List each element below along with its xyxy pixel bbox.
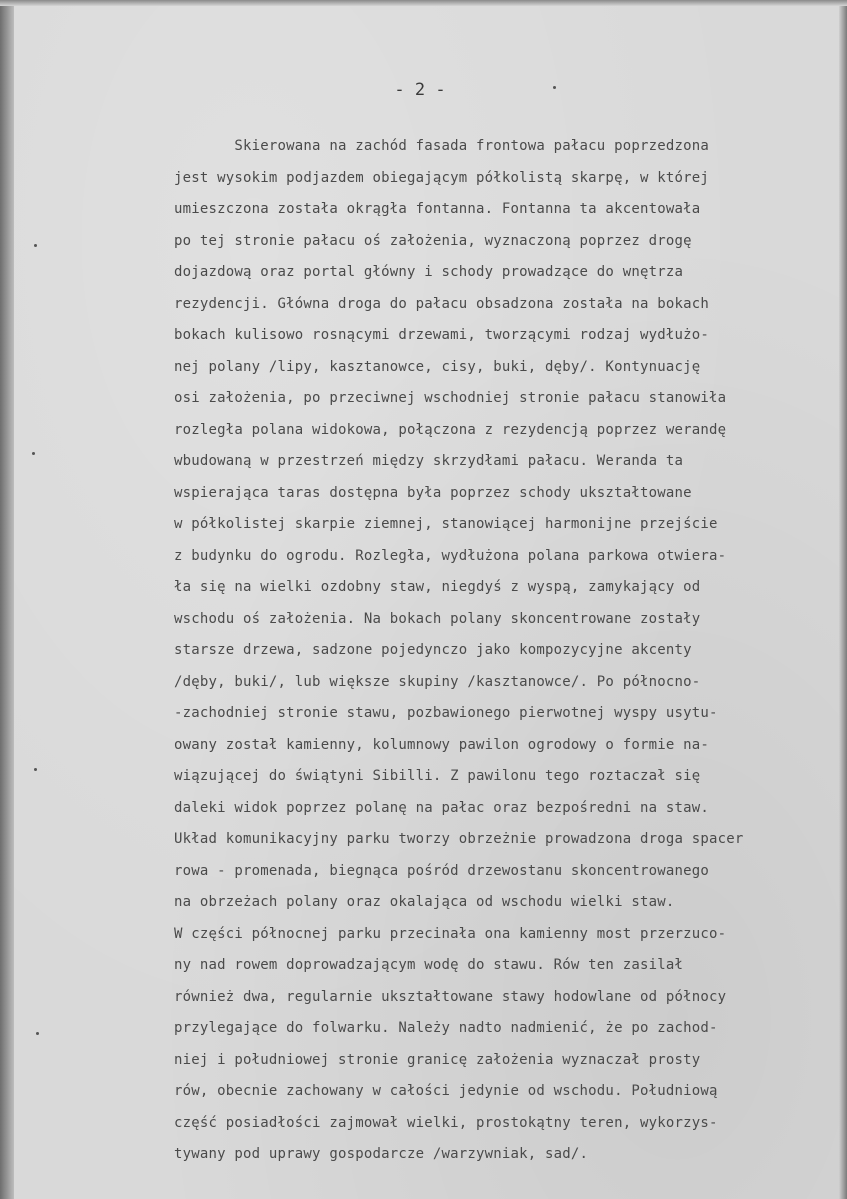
- text-line: wspierająca taras dostępna była poprzez schody ukształtowane: [174, 484, 692, 501]
- text-line: wiązującej do świątyni Sibilli. Z pawilonu tego roztaczał się: [174, 768, 701, 784]
- text-line: rów, obecnie zachowany w całości jedynie od wschodu. Południową: [174, 1083, 718, 1099]
- page-number: - 2 -: [394, 80, 446, 100]
- text-line: wbudowaną w przestrzeń między skrzydłami pałacu. Weranda ta: [174, 453, 684, 469]
- page-shadow-top: [0, 0, 847, 6]
- text-line: ła się na wielki ozdobny staw, niegdyś z wyspą, zamykający od: [174, 579, 701, 595]
- paper-speck: [553, 86, 556, 89]
- text-line: umieszczona została okrągła fontanna. Fontanna ta akcentowała: [174, 201, 701, 217]
- text-line: W części północnej parku przecinała ona kamienny most przerzuco-: [174, 925, 727, 942]
- text-line: przylegające do folwarku. Należy nadto nadmienić, że po zachod-: [174, 1020, 718, 1036]
- text-line: starsze drzewa, sadzone pojedynczo jako kompozycyjne akcenty: [174, 642, 692, 658]
- paper-speck: [34, 244, 37, 247]
- text-line: w półkolistej skarpie ziemnej, stanowiącej harmonijne przejście: [174, 516, 718, 532]
- text-line: daleki widok poprzez polanę na pałac oraz bezpośredni na staw.: [174, 799, 709, 816]
- text-line: dojazdową oraz portal główny i schody prowadzące do wnętrza: [174, 264, 684, 280]
- paper-speck: [36, 1032, 39, 1035]
- text-line: Układ komunikacyjny parku tworzy obrzeżnie prowadzona droga spacer: [174, 831, 744, 847]
- text-line: rowa - promenada, biegnąca pośród drzewostanu skoncentrowanego: [174, 862, 709, 879]
- text-line: tywany pod uprawy gospodarcze /warzywniak, sad/.: [174, 1146, 589, 1162]
- text-line: bokach kulisowo rosnącymi drzewami, tworzącymi rodzaj wydłużo-: [174, 327, 709, 343]
- paper-speck: [34, 768, 37, 771]
- text-line: wschodu oś założenia. Na bokach polany skoncentrowane zostały: [174, 610, 701, 627]
- page-shadow-left: [0, 0, 14, 1199]
- paper-speck: [32, 452, 35, 455]
- typed-paragraph: [174, 131, 842, 1171]
- text-line: na obrzeżach polany oraz okalająca od wschodu wielki staw.: [174, 894, 675, 910]
- text-line: -zachodniej stronie stawu, pozbawionego pierwotnej wyspy usytu-: [174, 705, 718, 721]
- text-line: osi założenia, po przeciwnej wschodniej stronie pałacu stanowiła: [174, 390, 727, 406]
- text-line: rezydencji. Główna droga do pałacu obsadzona została na bokach: [174, 295, 709, 312]
- text-line: owany został kamienny, kolumnowy pawilon ogrodowy o formie na-: [174, 736, 709, 753]
- text-line: rozległa polana widokowa, połączona z rezydencją poprzez werandę: [174, 421, 727, 438]
- text-line: z budynku do ogrodu. Rozległa, wydłużona polana parkowa otwiera-: [174, 547, 727, 564]
- text-line: część posiadłości zajmował wielki, prostokątny teren, wykorzys-: [174, 1114, 718, 1131]
- text-line: /dęby, buki/, lub większe skupiny /kasztanowce/. Po północno-: [174, 673, 701, 690]
- text-line: niej i południowej stronie granicę założenia wyznaczał prosty: [174, 1051, 701, 1068]
- text-line: ny nad rowem doprowadzającym wodę do stawu. Rów ten zasilał: [174, 957, 684, 973]
- text-line: Skierowana na zachód fasada frontowa pałacu poprzedzona: [174, 138, 709, 154]
- text-line: nej polany /lipy, kasztanowce, cisy, buki, dęby/. Kontynuację: [174, 358, 701, 375]
- text-line: również dwa, regularnie ukształtowane stawy hodowlane od północy: [174, 988, 727, 1005]
- text-line: po tej stronie pałacu oś założenia, wyznaczoną poprzez drogę: [174, 232, 692, 249]
- text-line: jest wysokim podjazdem obiegającym półkolistą skarpę, w której: [174, 169, 709, 186]
